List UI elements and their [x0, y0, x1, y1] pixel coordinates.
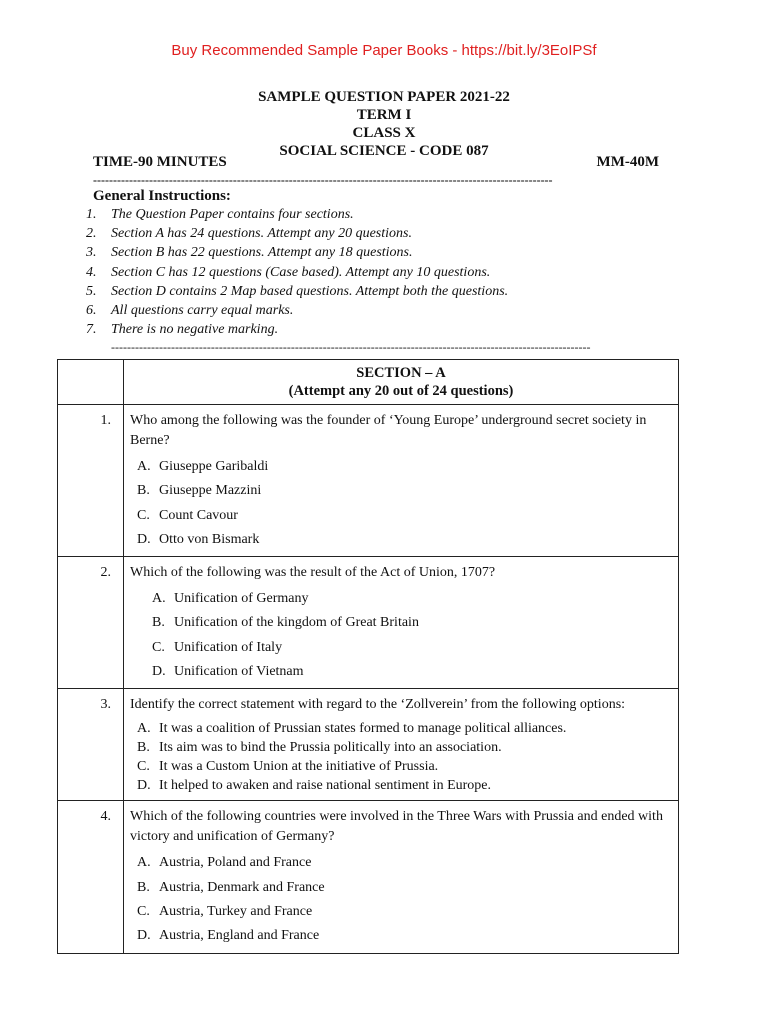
- question-text: Which of the following was the result of the Act of Union, 1707?: [130, 565, 496, 581]
- subject-label: SOCIAL SCIENCE - CODE 087: [279, 143, 489, 159]
- option: A. Austria, Poland and France: [137, 855, 312, 871]
- options-list: [137, 455, 672, 552]
- separator-bold: -------------------------------------------------------------------------------------------------------------------: [93, 174, 553, 186]
- question-number: 2.: [58, 557, 124, 689]
- paper-header: [0, 88, 768, 160]
- section-subtitle: (Attempt any 20 out of 24 questions): [288, 383, 514, 399]
- question-number: 3.: [58, 689, 124, 801]
- question-row: [58, 557, 679, 689]
- promo-link[interactable]: Buy Recommended Sample Paper Books - https://bit.ly/3EoIPSf: [171, 42, 597, 59]
- question-row: [58, 405, 679, 557]
- option: D. Unification of Vietnam: [152, 664, 304, 680]
- option: C. Unification of Italy: [152, 639, 283, 655]
- option: C. Austria, Turkey and France: [137, 903, 313, 919]
- question-number: 1.: [58, 405, 124, 557]
- option: B. Unification of the kingdom of Great Britain: [152, 615, 419, 631]
- paper-title: SAMPLE QUESTION PAPER 2021-22: [258, 89, 510, 105]
- option: A. It was a coalition of Prussian states formed to manage political alliances.: [137, 721, 567, 737]
- time-marks-row: [93, 154, 659, 171]
- instruction-item: 4. Section C has 12 questions (Case based). Attempt any 10 questions.: [86, 264, 491, 280]
- option: B. Giuseppe Mazzini: [137, 483, 262, 499]
- option: C. It was a Custom Union at the initiative of Prussia.: [137, 759, 439, 775]
- instruction-item: 1. The Question Paper contains four sections.: [86, 207, 354, 222]
- question-text: Which of the following countries were involved in the Three Wars with Prussia and ended with victory and unification of Germany?: [130, 809, 663, 845]
- question-row: [58, 689, 679, 801]
- option: D. It helped to awaken and raise national sentiment in Europe.: [137, 778, 492, 794]
- options-list: [152, 587, 672, 684]
- option: D. Otto von Bismark: [137, 531, 260, 547]
- option: B. Austria, Denmark and France: [137, 879, 325, 895]
- instructions-title: General Instructions:: [93, 188, 231, 204]
- option: A. Unification of Germany: [152, 591, 309, 607]
- question-text: Identify the correct statement with regard to the ‘Zollverein’ from the following options:: [130, 697, 626, 713]
- separator-thin: ------------------------------------------------------------------------------------------------------------------------: [111, 341, 591, 353]
- instruction-item: 5. Section D contains 2 Map based questions. Attempt both the questions.: [86, 283, 509, 299]
- section-title: SECTION – A: [356, 365, 446, 381]
- instruction-item: 6. All questions carry equal marks.: [86, 303, 294, 319]
- question-row: [58, 801, 679, 953]
- instructions-list: [86, 205, 686, 339]
- instruction-item: 2. Section A has 24 questions. Attempt any 20 questions.: [86, 226, 412, 242]
- question-table: [57, 359, 679, 954]
- question-text: Who among the following was the founder of ‘Young Europe’ underground secret society in Berne?: [130, 413, 647, 448]
- option: C. Count Cavour: [137, 507, 238, 523]
- option: A. Giuseppe Garibaldi: [137, 459, 269, 474]
- question-number: 4.: [58, 801, 124, 953]
- term-label: TERM I: [356, 107, 412, 123]
- option: D. Austria, England and France: [137, 928, 320, 944]
- instruction-item: 7. There is no negative marking.: [86, 322, 279, 338]
- time-label: TIME-90 MINUTES: [93, 154, 227, 170]
- options-list: [137, 851, 672, 948]
- max-marks-label: MM-40M: [596, 154, 659, 170]
- instruction-item: 3. Section B has 22 questions. Attempt any 18 questions.: [86, 245, 413, 261]
- option: B. Its aim was to bind the Prussia politically into an association.: [137, 740, 502, 756]
- class-label: CLASS X: [352, 125, 416, 141]
- section-header-row: [58, 360, 679, 405]
- options-list: [137, 719, 672, 795]
